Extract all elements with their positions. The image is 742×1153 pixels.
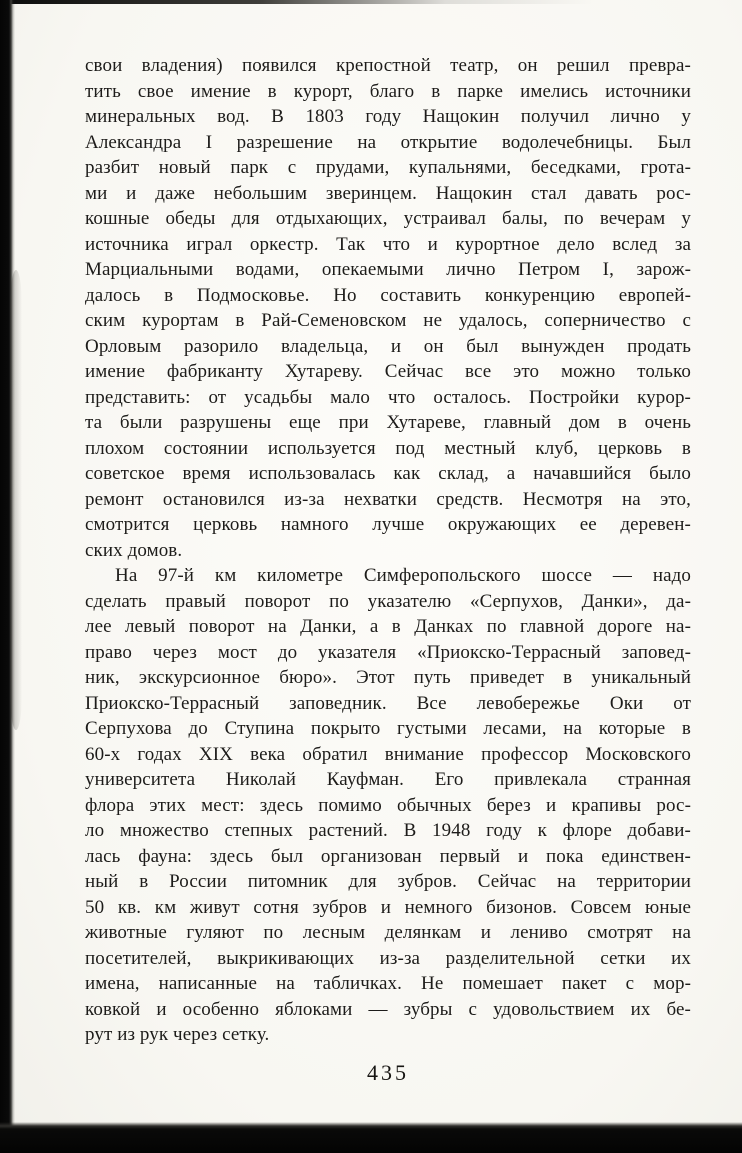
- text-line: источника играл оркестр. Так что и курортное дело вслед за: [85, 233, 691, 255]
- text-line: флора этих мест: здесь помимо обычных берез и крапивы рос-: [85, 794, 691, 816]
- text-line: Приокско-Террасный заповедник. Все левобережье Оки от: [85, 692, 691, 714]
- text-line: ный в России питомник для зубров. Сейчас на территории: [85, 871, 691, 892]
- text-line: 50 кв. км живут сотня зубров и немного бизонов. Совсем юные: [85, 896, 691, 918]
- text-line: ми и даже небольшим зверинцем. Нащокин стал давать рос-: [85, 182, 691, 204]
- text-line: разбит новый парк с прудами, купальнями, беседками, грота-: [85, 157, 691, 178]
- text-line: минеральных вод. В 1803 году Нащокин получил лично у: [85, 106, 691, 127]
- page-text: [85, 53, 691, 1048]
- text-line: Александра I разрешение на открытие водолечебницы. Был: [85, 131, 691, 153]
- text-line: Серпухова до Ступина покрыто густыми лесами, на которые в: [85, 718, 691, 739]
- text-line: тить свое имение в курорт, благо в парке имелись источники: [85, 80, 691, 102]
- text-line: лее левый поворот на Данки, а в Данках по главной дороге на-: [85, 616, 691, 637]
- text-line: советское время использовалась как склад, а начавшийся было: [85, 463, 691, 484]
- text-line: ло множество степных растений. В 1948 году к флоре добави-: [85, 820, 691, 841]
- text-line: животные гуляют по лесным делянкам и лениво смотрят на: [85, 922, 691, 943]
- text-line: ковкой и особенно яблоками — зубры с удовольствием их бе-: [85, 998, 691, 1020]
- text-line: университета Николай Кауфман. Его привлекала странная: [85, 769, 691, 790]
- text-line: смотрится церковь намного лучше окружающих ее деревен-: [85, 514, 691, 535]
- text-line: На 97-й км километре Симферопольского шоссе — надо: [115, 565, 691, 586]
- text-line: рут из рук через сетку.: [85, 1024, 270, 1045]
- text-line: ремонт остановился из-за нехватки средств. Несмотря на это,: [85, 488, 691, 510]
- text-line: право через мост до указателя «Приокско-Террасный заповед-: [85, 641, 691, 663]
- text-line: сделать правый поворот по указателю «Серпухов, Данки», да-: [85, 590, 691, 612]
- scan-smudge: [10, 270, 22, 730]
- text-line: плохом состоянии используется под местный клуб, церковь в: [85, 437, 691, 459]
- paragraph: [85, 53, 691, 563]
- text-line: ских домов.: [85, 539, 183, 561]
- text-line: далось в Подмосковье. Но составить конкуренцию европей-: [85, 284, 691, 306]
- text-line: Орловым разорило владельца, и он был вынужден продать: [85, 335, 691, 357]
- text-line: представить: от усадьбы мало что осталось. Постройки курор-: [85, 386, 691, 408]
- text-line: 60-х годах XIX века обратил внимание профессор Московского: [85, 743, 691, 765]
- text-line: Марциальными водами, опекаемыми лично Петром I, зарож-: [85, 259, 691, 280]
- page-number: 435: [367, 1060, 409, 1085]
- text-line: имение фабриканту Хутареву. Сейчас все это можно только: [85, 361, 691, 382]
- text-line: кошные обеды для отдыхающих, устраивал балы, по вечерам у: [85, 208, 691, 229]
- scan-edge-top: [0, 0, 742, 4]
- text-line: имена, написанные на табличках. Не помешает пакет с мор-: [85, 973, 691, 994]
- text-line: свои владения) появился крепостной театр, он решил превра-: [85, 55, 691, 76]
- text-line: ским курортам в Рай-Семеновском не удалось, соперничество с: [85, 310, 691, 331]
- paragraph: [85, 563, 691, 1048]
- text-line: ник, экскурсионное бюро». Этот путь приведет в уникальный: [85, 667, 691, 688]
- text-line: та были разрушены еще при Хутареве, главный дом в очень: [85, 412, 691, 433]
- scan-edge-bottom: [0, 1122, 742, 1153]
- text-line: лась фауна: здесь был организован первый и пока единствен-: [85, 845, 691, 867]
- text-line: посетителей, выкрикивающих из-за разделительной сетки их: [85, 947, 691, 969]
